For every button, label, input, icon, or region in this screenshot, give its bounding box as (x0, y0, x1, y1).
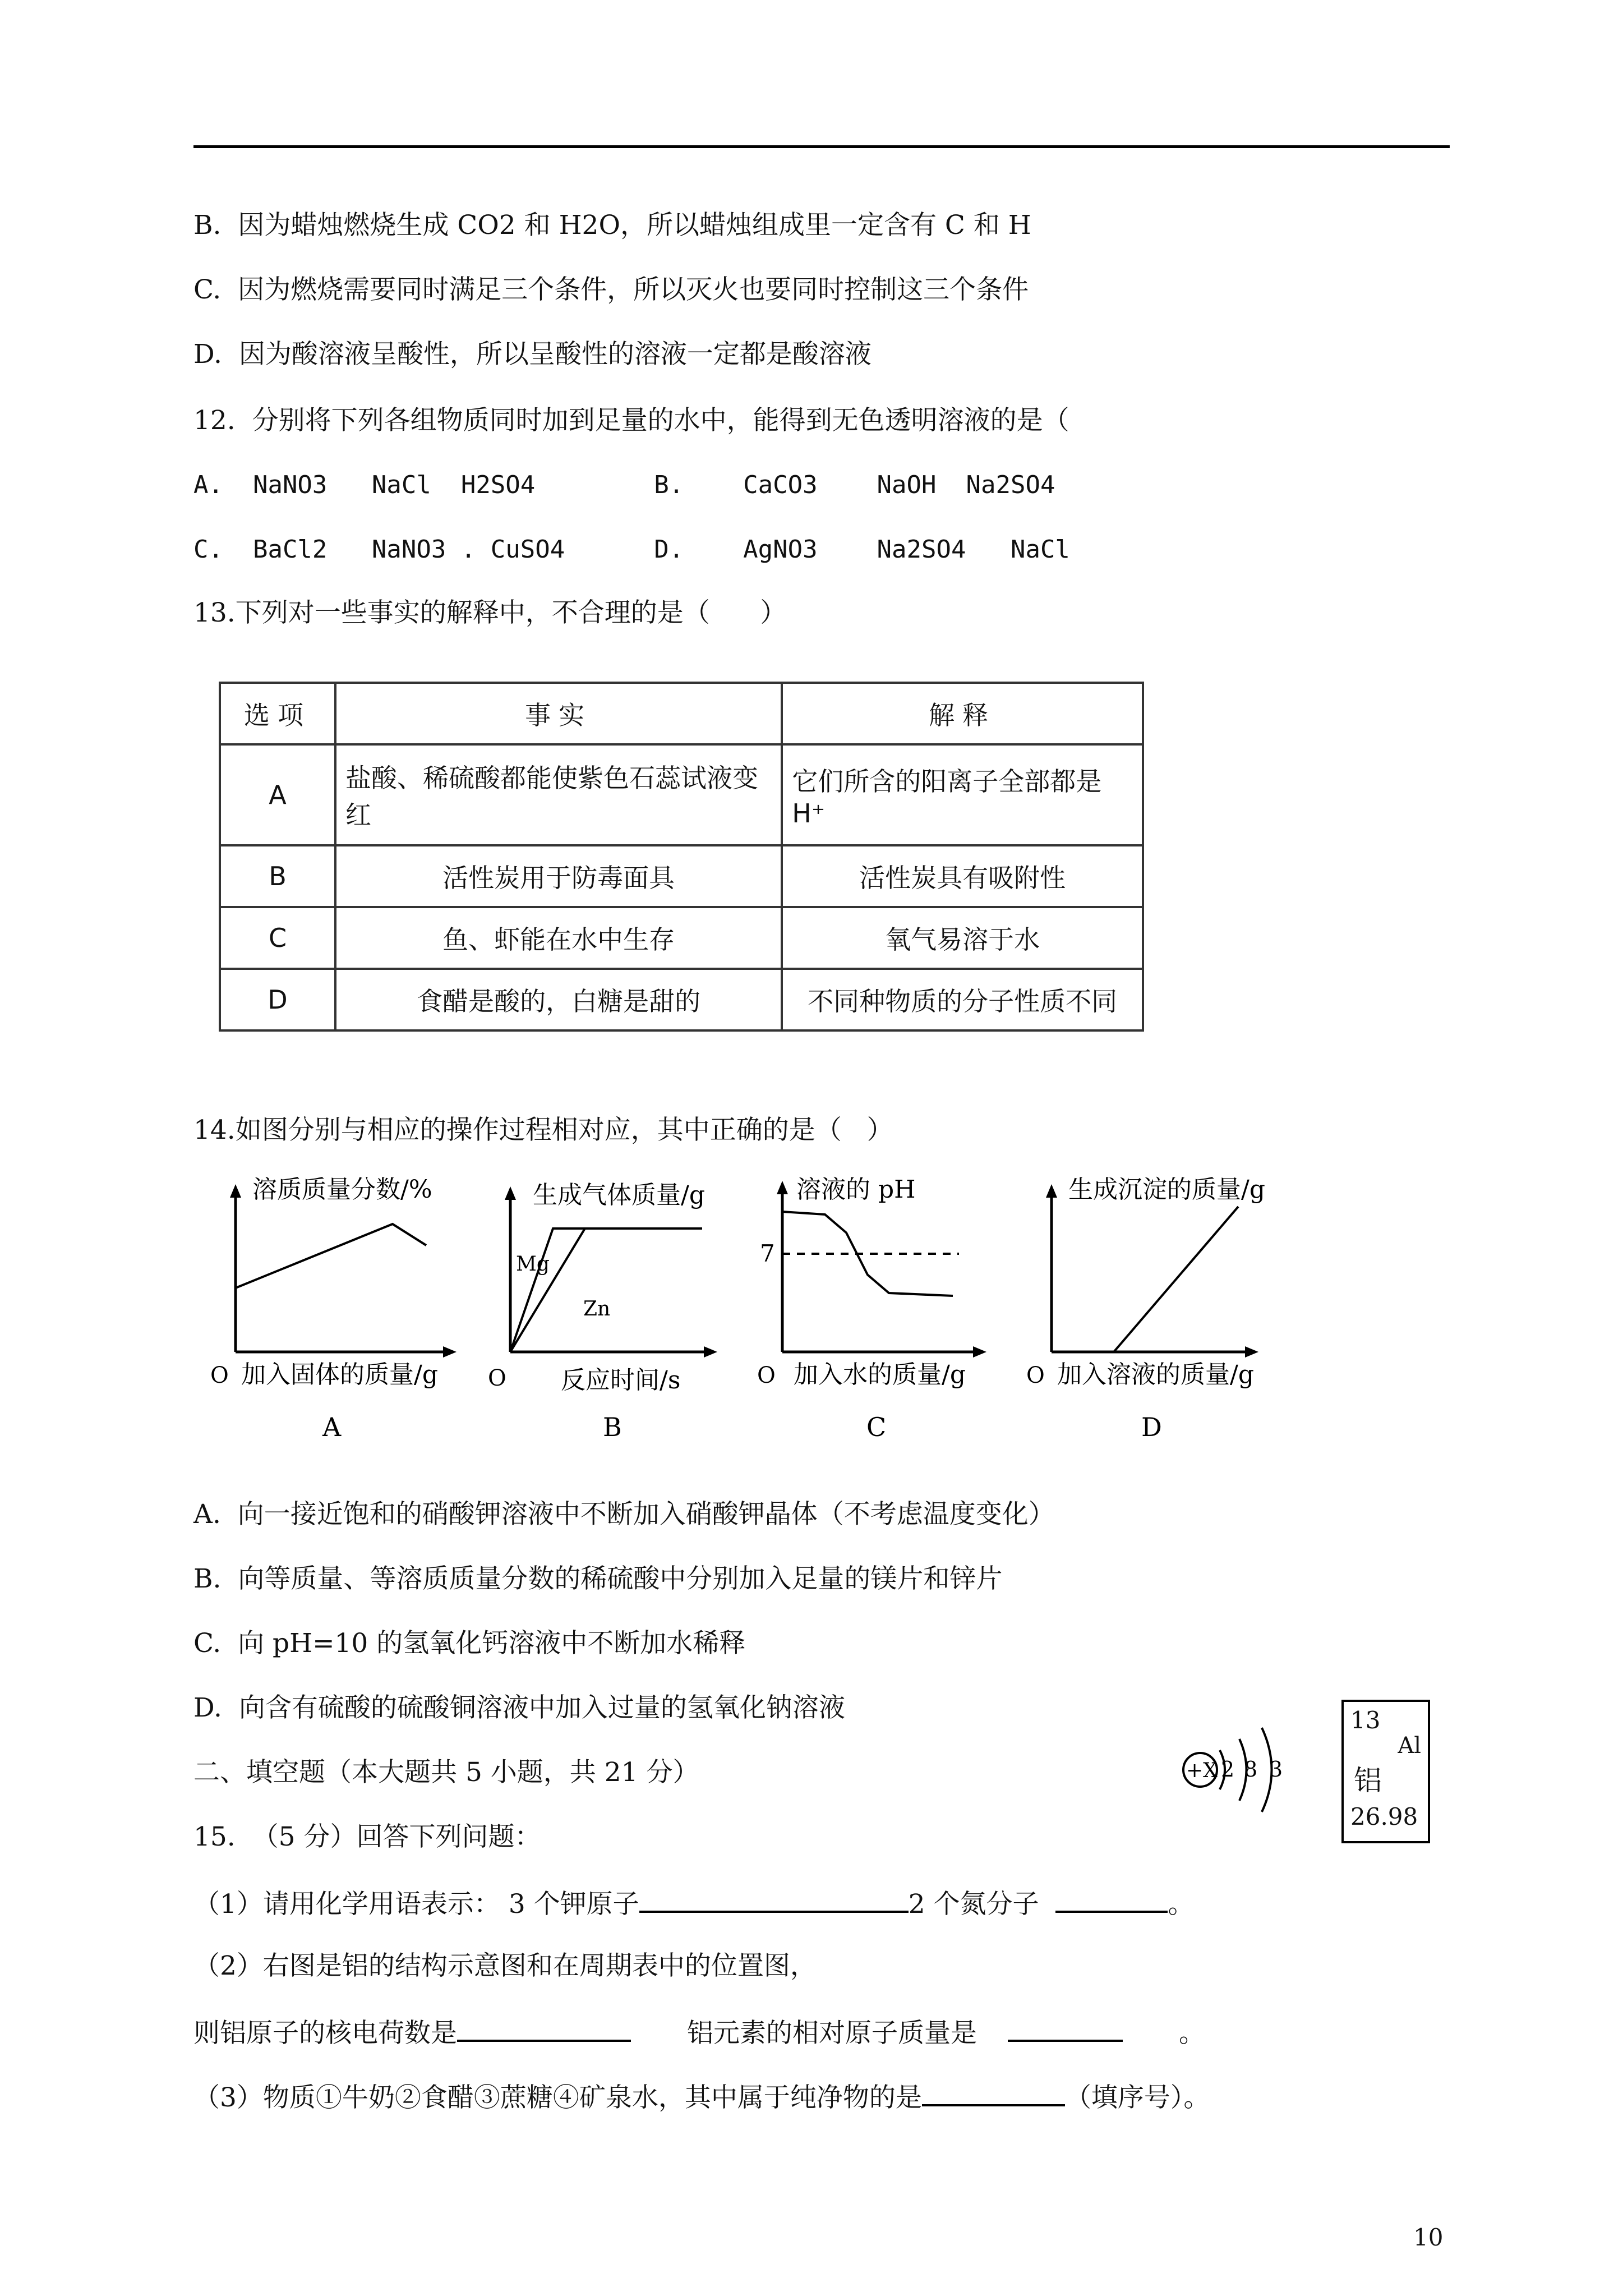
q15-part-3 (193, 2078, 1210, 2115)
answer-blank-pure-substance[interactable] (922, 2078, 1065, 2106)
row-fact: 盐酸、稀硫酸都能使紫色石蕊试液变红 (335, 744, 782, 845)
q15-1-text-a: （1）请用化学用语表示： 3 个钾原子 (193, 1889, 639, 1920)
chart-d-origin: O (1026, 1363, 1045, 1388)
chart-b-y-arrow (505, 1186, 516, 1200)
chart-b-zn-label: Zn (583, 1297, 611, 1320)
chart-b-x-arrow (704, 1346, 717, 1358)
shell-electrons-1: 2 (1221, 1757, 1235, 1782)
table-header-explain: 解释 (782, 683, 1143, 744)
element-mass: 26.98 (1350, 1803, 1418, 1830)
chart-d-panel-label: D (1141, 1412, 1162, 1442)
chart-c-xlabel: 加入水的质量/g (794, 1360, 966, 1389)
chart-d-xlabel: 加入溶液的质量/g (1057, 1360, 1254, 1389)
table-row (220, 744, 1143, 845)
q15-2-text-a: 则铝原子的核电荷数是 (193, 2018, 457, 2049)
chart-a-origin: O (210, 1363, 229, 1388)
chart-a-panel-label: A (322, 1412, 342, 1442)
chart-c-panel-label: C (866, 1412, 887, 1442)
row-option: C (220, 907, 335, 969)
q15-2-text-c: 。 (1179, 2018, 1205, 2049)
q14-option-c: C. 向 pH=10 的氢氧化钙溶液中不断加水稀释 (193, 1628, 746, 1659)
chart-panel-a (210, 1175, 457, 1442)
q12-options-cd: C. BaCl2 NaNO3 . CuSO4 D. AgNO3 Na2SO4 NaCl (193, 535, 1070, 564)
table-header-fact: 事实 (335, 683, 782, 744)
q15-3-text-a: （3）物质①牛奶②食醋③蔗糖④矿泉水，其中属于纯净物的是 (193, 2082, 922, 2113)
aluminum-atom-diagram (1175, 1697, 1321, 1843)
q11-option-b: B. 因为蜡烛燃烧生成 CO2 和 H2O，所以蜡烛组成里一定含有 C 和 H (193, 210, 1031, 241)
row-explain: 它们所含的阳离子全部都是 H⁺ (782, 744, 1143, 845)
chart-c-ylabel: 溶液的 pH (796, 1175, 916, 1204)
answer-blank-nuclear-charge[interactable] (457, 2014, 631, 2042)
row-explain: 活性炭具有吸附性 (782, 845, 1143, 907)
row-explain: 不同种物质的分子性质不同 (782, 969, 1143, 1030)
q15-part-2: （2）右图是铝的结构示意图和在周期表中的位置图， (193, 1950, 817, 1981)
chart-c-series-line (782, 1212, 953, 1296)
answer-blank-atomic-mass[interactable] (1008, 2014, 1123, 2042)
chart-c-x-arrow (973, 1346, 986, 1358)
q15-1-text-b: 2 个氮分子 (908, 1889, 1048, 1920)
chart-b-ylabel: 生成气体质量/g (533, 1181, 705, 1209)
table-row (220, 969, 1143, 1030)
chart-d-y-arrow (1046, 1184, 1057, 1198)
table-row (220, 845, 1143, 907)
chart-d-series-line (1052, 1207, 1238, 1352)
row-fact: 食醋是酸的，白糖是甜的 (335, 969, 782, 1030)
chart-c-reference-label: 7 (760, 1240, 775, 1267)
q11-option-d: D. 因为酸溶液呈酸性，所以呈酸性的溶液一定都是酸溶液 (193, 339, 872, 370)
q15-2-text-b: 铝元素的相对原子质量是 (687, 2018, 977, 2049)
chart-b-series-mg (510, 1228, 702, 1352)
shell-electrons-3: 3 (1269, 1757, 1283, 1782)
chart-b-mg-label: Mg (516, 1253, 550, 1276)
table-row (220, 907, 1143, 969)
q15-stem: 15. （5 分）回答下列问题： (193, 1821, 541, 1852)
chart-a-x-arrow (443, 1346, 457, 1358)
row-explain: 氧气易溶于水 (782, 907, 1143, 969)
element-number: 13 (1350, 1706, 1381, 1734)
chart-panel-d (1026, 1175, 1265, 1442)
nucleus-charge: +X (1186, 1759, 1218, 1782)
chart-a-y-arrow (230, 1184, 241, 1198)
chart-c-origin: O (757, 1363, 776, 1388)
chart-a-ylabel: 溶质质量分数/% (252, 1175, 432, 1204)
section-2-heading: 二、填空题（本大题共 5 小题，共 21 分） (193, 1757, 699, 1788)
chart-a-series-line (236, 1224, 426, 1288)
q12-options-ab: A. NaNO3 NaCl H2SO4 B. CaCO3 NaOH Na2SO4 (193, 471, 1055, 499)
q14-stem: 14.如图分别与相应的操作过程相对应，其中正确的是（ ） (193, 1115, 893, 1145)
chart-a-xlabel: 加入固体的质量/g (241, 1360, 438, 1389)
shell-electrons-2: 8 (1244, 1757, 1258, 1782)
q14-option-a: A. 向一接近饱和的硝酸钾溶液中不断加入硝酸钾晶体（不考虑温度变化） (193, 1499, 1055, 1530)
answer-blank-potassium[interactable] (639, 1885, 909, 1913)
row-option: D (220, 969, 335, 1030)
page-number: 10 (1413, 2224, 1444, 2251)
answer-blank-nitrogen[interactable] (1055, 1885, 1168, 1913)
row-option: B (220, 845, 335, 907)
row-option: A (220, 744, 335, 845)
header-rule (193, 145, 1450, 148)
chart-d-x-arrow (1245, 1346, 1258, 1358)
row-fact: 鱼、虾能在水中生存 (335, 907, 782, 969)
table-header-option: 选项 (220, 683, 335, 744)
chart-panel-c (757, 1175, 986, 1442)
q13-table (219, 682, 1144, 1032)
chart-b-series-zn (510, 1228, 702, 1352)
chart-c-y-arrow (777, 1181, 788, 1194)
q15-3-text-b: （填序号）。 (1064, 2082, 1210, 2113)
row-fact: 活性炭用于防毒面具 (335, 845, 782, 907)
chart-b-xlabel: 反应时间/s (561, 1366, 681, 1395)
element-symbol: Al (1398, 1733, 1421, 1759)
q15-part-1 (193, 1885, 1194, 1921)
q13-stem: 13.下列对一些事实的解释中，不合理的是（ ） (193, 597, 787, 628)
element-name: 铝 (1354, 1764, 1382, 1797)
chart-panel-b (488, 1181, 717, 1442)
q12-stem: 12. 分别将下列各组物质同时加到足量的水中，能得到无色透明溶液的是（ (193, 405, 1069, 436)
table-header-row (220, 683, 1143, 744)
q14-option-d: D. 向含有硫酸的硫酸铜溶液中加入过量的氢氧化钠溶液 (193, 1692, 845, 1723)
chart-b-origin: O (488, 1365, 506, 1391)
chart-b-panel-label: B (603, 1412, 622, 1442)
aluminum-element-cell (1341, 1700, 1430, 1843)
q15-part-2-blanks (193, 2014, 1205, 2050)
q14-option-b: B. 向等质量、等溶质质量分数的稀硫酸中分别加入足量的镁片和锌片 (193, 1563, 1003, 1594)
chart-d-ylabel: 生成沉淀的质量/g (1068, 1175, 1265, 1204)
q14-charts (202, 1164, 1324, 1461)
q15-1-text-c: 。 (1168, 1889, 1195, 1920)
q11-option-c: C. 因为燃烧需要同时满足三个条件，所以灭火也要同时控制这三个条件 (193, 274, 1029, 305)
